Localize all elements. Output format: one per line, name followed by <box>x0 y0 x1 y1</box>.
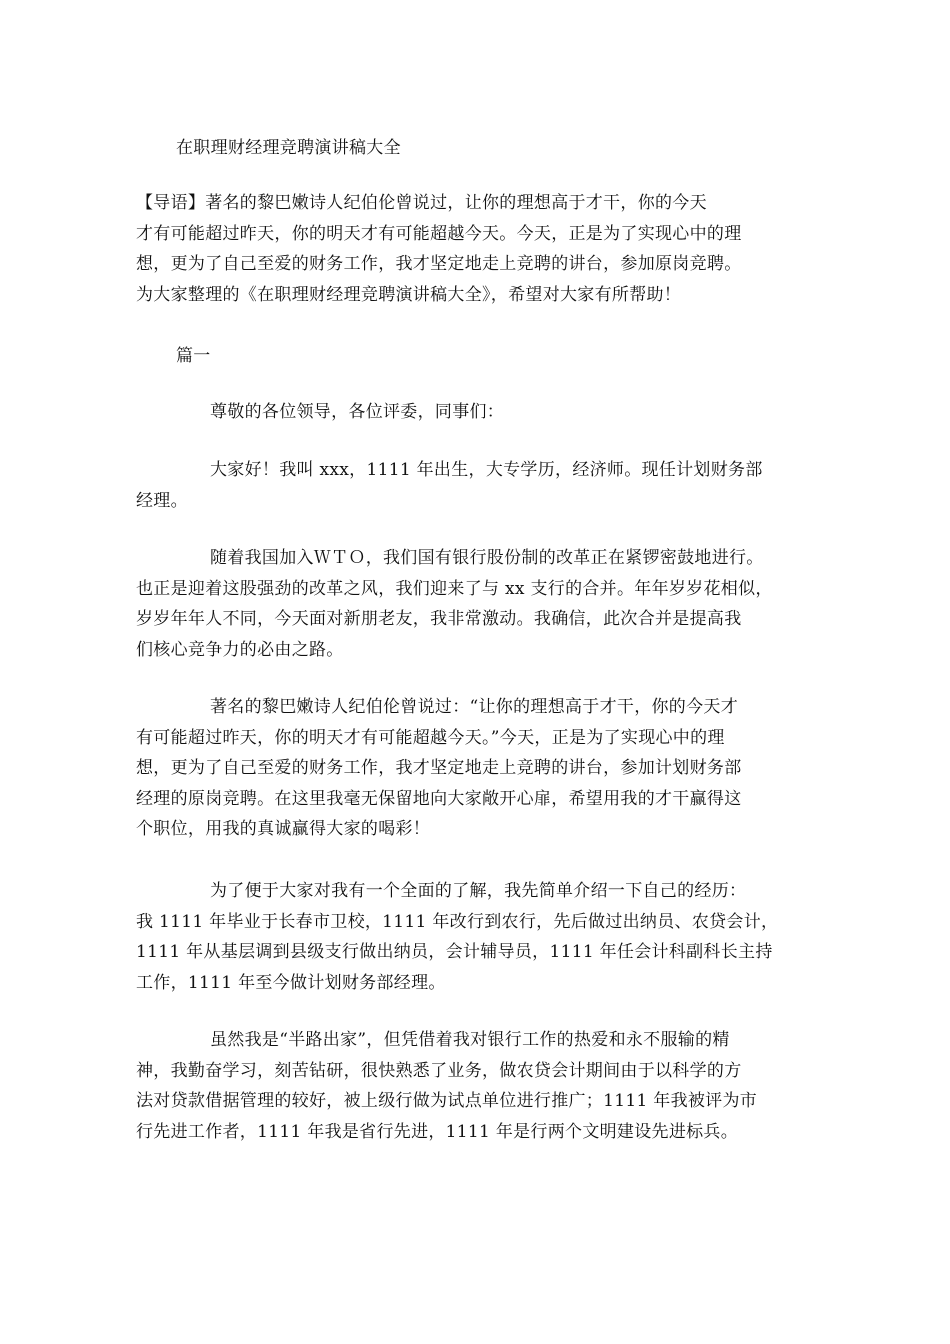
document-title <box>136 133 816 164</box>
text-line: 想，更为了自己至爱的财务工作，我才坚定地走上竞聘的讲台，参加计划财务部 <box>136 758 742 778</box>
text-line: 随着我国加入ＷＴＯ，我们国有银行股份制的改革正在紧锣密鼓地进行。 <box>210 548 764 568</box>
heading-text: 篇一 <box>176 346 211 366</box>
text-line: 法对贷款借据管理的较好，被上级行做为试点单位进行推广；1111 年我被评为市 <box>136 1091 758 1111</box>
text-line: 【导语】著名的黎巴嫩诗人纪伯伦曾说过，让你的理想高于才干，你的今天 <box>136 193 707 213</box>
text-line: 虽然我是“半路出家”，但凭借着我对银行工作的热爱和永不服输的精 <box>210 1030 730 1050</box>
text-line: 著名的黎巴嫩诗人纪伯伦曾说过：“让你的理想高于才干，你的今天才 <box>210 697 738 717</box>
paragraph-achievements <box>136 1025 816 1147</box>
text-line: 行先进工作者，1111 年我是省行先进，1111 年是行两个文明建设先进标兵。 <box>136 1121 739 1142</box>
text-line: 岁岁年年人不同，今天面对新朋老友，我非常激动。我确信，此次合并是提高我 <box>136 609 742 629</box>
intro-paragraph <box>136 188 816 310</box>
text-line: 我 1111 年毕业于长春市卫校，1111 年改行到农行，先后做过出纳员、农贷会计， <box>136 911 779 932</box>
salutation-text: 尊敬的各位领导，各位评委，同事们： <box>210 402 505 422</box>
text-line: 个职位，用我的真诚赢得大家的喝彩！ <box>136 819 431 839</box>
paragraph-experience <box>136 876 816 998</box>
title-text: 在职理财经理竞聘演讲稿大全 <box>176 138 401 158</box>
text-line: 想，更为了自己至爱的财务工作，我才坚定地走上竞聘的讲台，参加原岗竞聘。 <box>136 254 742 274</box>
paragraph-merger <box>136 543 816 665</box>
text-line: 1111 年从基层调到县级支行做出纳员，会计辅导员，1111 年任会计科副科长主持 <box>136 942 773 962</box>
salutation <box>136 397 816 428</box>
text-line: 有可能超过昨天，你的明天才有可能超越今天。”今天，正是为了实现心中的理 <box>136 727 725 748</box>
text-line: 大家好！我叫 xxx，1111 年出生，大专学历，经济师。现任计划财务部 <box>210 460 763 480</box>
text-line: 经理的原岗竞聘。在这里我毫无保留地向大家敞开心扉，希望用我的才干赢得这 <box>136 788 742 809</box>
text-line: 为大家整理的《在职理财经理竞聘演讲稿大全》，希望对大家有所帮助！ <box>136 284 682 305</box>
paragraph-quote <box>136 692 816 845</box>
text-line: 神，我勤奋学习，刻苦钻研，很快熟悉了业务，做农贷会计期间由于以科学的方 <box>136 1060 742 1081</box>
section-heading <box>136 341 816 372</box>
text-line: 也正是迎着这股强劲的改革之风，我们迎来了与 xx 支行的合并。年年岁岁花相似， <box>136 578 773 599</box>
text-line: 经理。 <box>136 490 188 511</box>
text-line: 为了便于大家对我有一个全面的了解，我先简单介绍一下自己的经历： <box>210 881 747 901</box>
text-line: 工作，1111 年至今做计划财务部经理。 <box>136 972 446 993</box>
text-line: 们核心竞争力的必由之路。 <box>136 639 344 660</box>
paragraph-intro-self <box>136 455 816 516</box>
text-line: 才有可能超过昨天，你的明天才有可能超越今天。今天，正是为了实现心中的理 <box>136 223 742 244</box>
